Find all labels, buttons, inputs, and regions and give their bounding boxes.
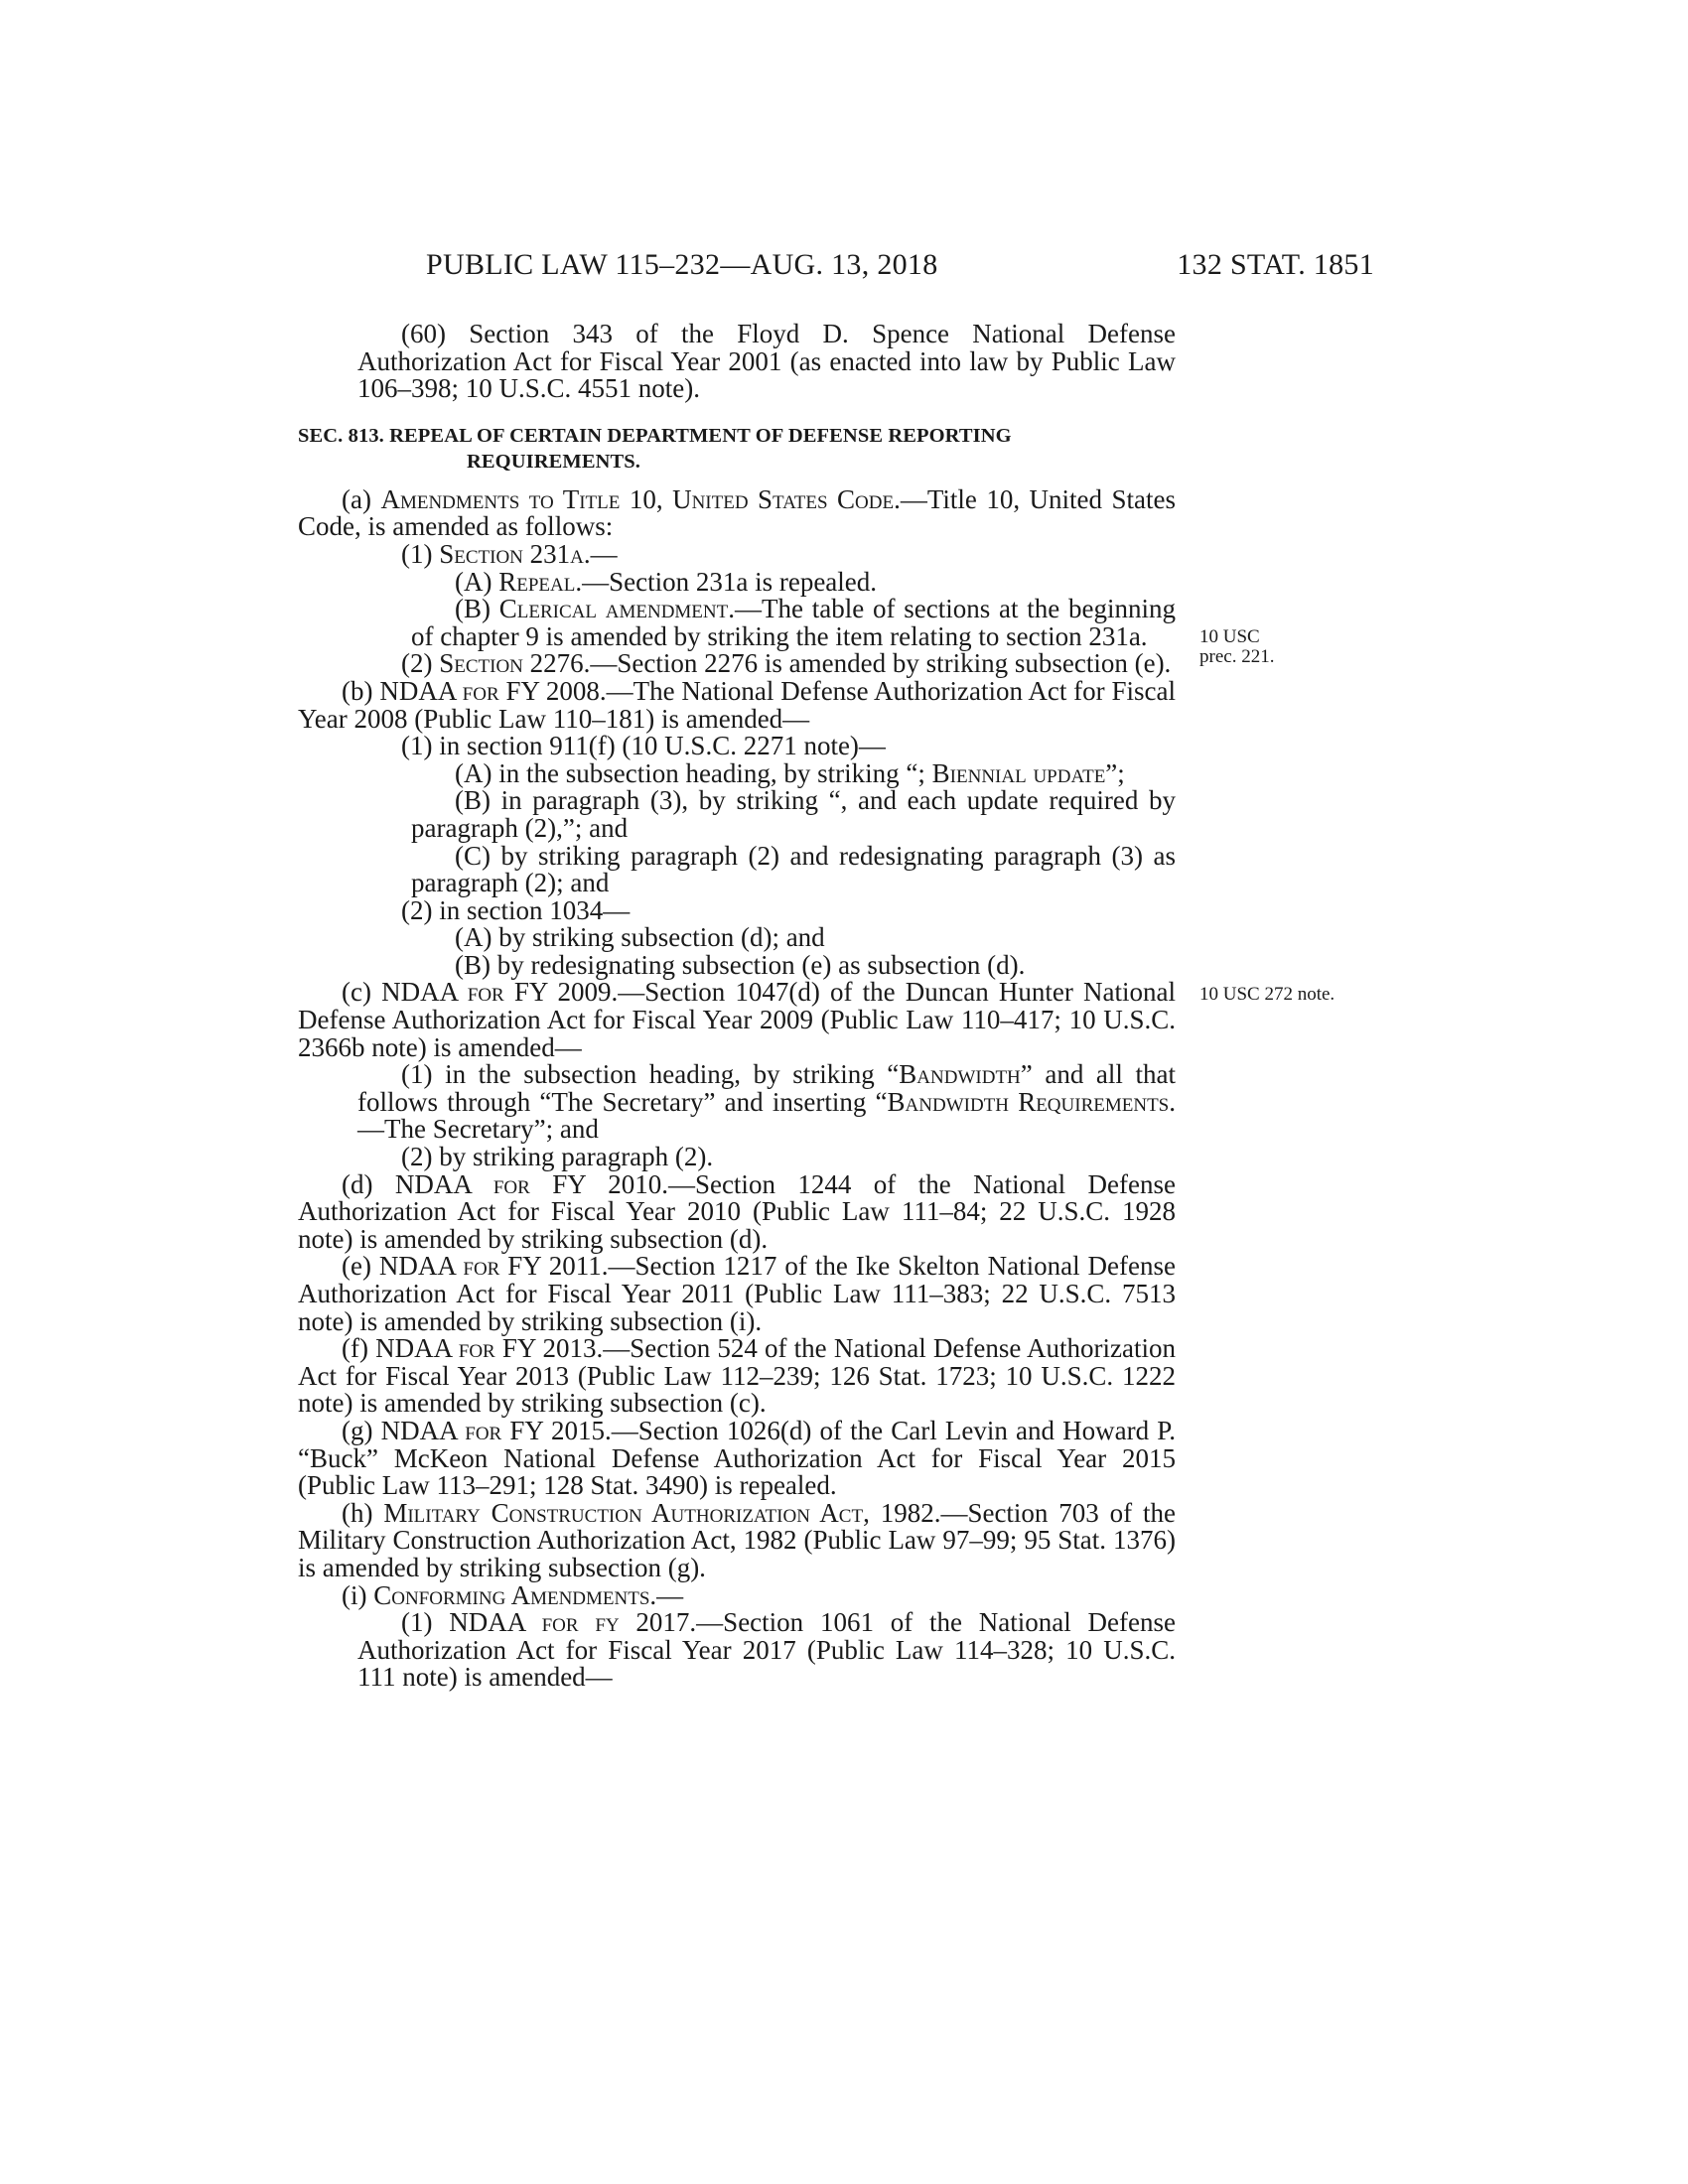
paragraph-i1: (1) NDAA for fy 2017.—Section 1061 of the National Defense Authorization Act for Fiscal Year 2017 (Public Law 114–328; 10 U.S.C. 111 note) is amended— <box>357 1607 1177 1693</box>
paragraph-60: (60) Section 343 of the Floyd D. Spence National Defense Authorization Act for Fiscal Year 2001 (as enacted into law by Public Law 106–398; 10 U.S.C. 4551 note). <box>357 319 1176 404</box>
paragraph-b2: (2) in section 1034— <box>401 894 631 925</box>
subparagraph-b1C: (C) by striking paragraph (2) and redesignating paragraph (3) as paragraph (2); and <box>411 840 1176 898</box>
subparagraph-a1A: (A) Repeal.—Section 231a is repealed. <box>455 566 878 597</box>
subsection-i: (i) Conforming Amendments.— <box>342 1579 684 1610</box>
subsection-f: (f) NDAA for FY 2013.—Section 524 of the National Defense Authorization Act for Fiscal Year 2013 (Public Law 112–239; 126 Stat. 1723; 10 U.S.C. 1222 note) is amended by striking subsection (c). <box>298 1333 1176 1419</box>
subparagraph-b2B: (B) by redesignating subsection (e) as subsection (d). <box>455 949 1026 980</box>
paragraph-a2: (2) Section 2276.—Section 2276 is amended by striking subsection (e). <box>401 648 1172 679</box>
subparagraph-a1B: (B) Clerical amendment.—The table of sections at the beginning of chapter 9 is amended by striking the item relating to section 231a. <box>411 594 1176 651</box>
statute-page-number: 132 STAT. 1851 <box>1177 248 1374 281</box>
subsection-d: (d) NDAA for FY 2010.—Section 1244 of the National Defense Authorization Act for Fiscal Year 2010 (Public Law 111–84; 22 U.S.C. 1928 note) is amended by striking subsection (d). <box>298 1168 1176 1254</box>
margin-note-272: 10 USC 272 note. <box>1199 984 1336 1005</box>
paragraph-b1: (1) in section 911(f) (10 U.S.C. 2271 note)— <box>401 731 886 761</box>
margin-note-prec-221: 10 USC prec. 221. <box>1199 626 1275 667</box>
document-body <box>298 321 1176 1692</box>
subparagraph-b2A: (A) by striking subsection (d); and <box>455 922 825 953</box>
public-law-title: PUBLIC LAW 115–232—AUG. 13, 2018 <box>426 248 938 281</box>
subparagraph-b1B: (B) in paragraph (3), by striking “, and each update required by paragraph (2),”; and <box>411 785 1176 843</box>
subsection-g: (g) NDAA for FY 2015.—Section 1026(d) of the Carl Levin and Howard P. “Buck” McKeon National Defense Authorization Act for Fiscal Year 2015 (Public Law 113–291; 128 Stat. 3490) is repealed. <box>298 1415 1176 1501</box>
paragraph-a1: (1) Section 231a.— <box>401 538 618 569</box>
subsection-a: (a) Amendments to Title 10, United States Code.—Title 10, United States Code, is amended as follows: <box>298 483 1176 542</box>
paragraph-c2: (2) by striking paragraph (2). <box>401 1142 714 1172</box>
subsection-b: (b) NDAA for FY 2008.—The National Defense Authorization Act for Fiscal Year 2008 (Public Law 110–181) is amended— <box>298 675 1176 734</box>
subparagraph-b1A: (A) in the subsection heading, by striking “; Biennial update”; <box>455 757 1125 788</box>
subsection-e: (e) NDAA for FY 2011.—Section 1217 of the Ike Skelton National Defense Authorization Act for Fiscal Year 2011 (Public Law 111–383; 22 U.S.C. 7513 note) is amended by striking subsection (i). <box>298 1251 1176 1336</box>
section-heading: SEC. 813. REPEAL OF CERTAIN DEPARTMENT OF DEFENSE REPORTING REQUIREMENTS. <box>298 424 1012 473</box>
page-header <box>426 248 1374 288</box>
paragraph-c1: (1) in the subsection heading, by striking “Bandwidth” and all that follows through “The Secretary” and inserting “Bandwidth Requirements.—The Secretary”; and <box>357 1059 1177 1145</box>
subsection-c: (c) NDAA for FY 2009.—Section 1047(d) of the Duncan Hunter National Defense Authorization Act for Fiscal Year 2009 (Public Law 110–417; 10 U.S.C. 2366b note) is amended— <box>298 977 1176 1062</box>
subsection-h: (h) Military Construction Authorization Act, 1982.—Section 703 of the Military Construction Authorization Act, 1982 (Public Law 97–99; 95 Stat. 1376) is amended by striking subsection (g). <box>298 1497 1176 1582</box>
